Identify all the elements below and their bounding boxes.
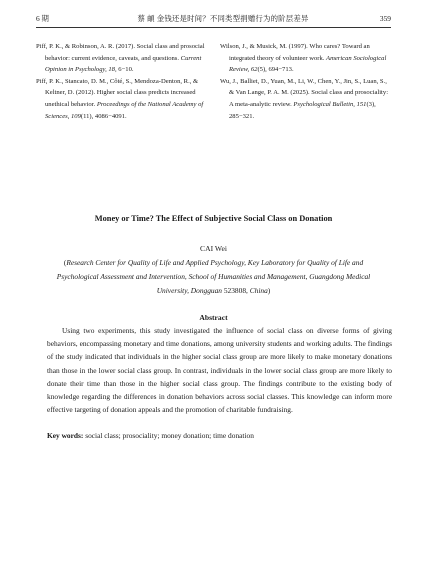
header-rule <box>36 27 391 28</box>
page-number: 359 <box>379 14 391 23</box>
affiliation-country: China <box>249 286 268 296</box>
author-affiliation: (Research Center for Quality of Life and Applied Psychology, Key Laboratory for Quality of Life and Psychological Assessment and Intervention, School of Humanities and Management, Guangdong Medical University, Dongguan 523808, China) <box>56 258 371 296</box>
author-name: CAI Wei <box>200 244 227 253</box>
keywords <box>47 429 392 442</box>
reference-entry: Piff, P. K., Stancato, D. M., Côté, S., Mendoza-Denton, R., & Keltner, D. (2012). Higher social class predicts increased unethical behavior. Proceedings of the National Academy of Sciences, 109(11), 4086−4091. <box>36 77 204 120</box>
article-title: Money or Time? The Effect of Subjective Social Class on Donation <box>94 214 333 223</box>
running-header <box>36 14 391 24</box>
reference-entry: Piff, P. K., & Robinson, A. R. (2017). Social class and prosocial behavior: current evidence, caveats, and questions. Current Opinion in Psychology, 18, 6−10. <box>36 43 205 74</box>
reference-entry: Wu, J., Balliet, D., Yuan, M., Li, W., Chen, Y., Jin, S., Luan, S., & Van Lange, P. A. M. (2025). Social class and prosociality: A meta-analytic review. Psychological Bulletin, 151(3), 285−321. <box>220 77 389 120</box>
references-column-left <box>36 41 207 122</box>
abstract-heading: Abstract <box>199 313 228 322</box>
reference-entry: Wilson, J., & Musick, M. (1997). Who cares? Toward an integrated theory of volunteer work. American Sociological Review, 62(5), 694−713. <box>220 43 387 74</box>
keywords-list: social class; prosociality; money donation; time donation <box>83 431 254 440</box>
running-title: 蔡 頔 金钱还是时间？不同类型捐赠行为的阶层差异 <box>137 14 309 23</box>
issue-number: 6 期 <box>36 14 49 23</box>
abstract-text: Using two experiments, this study investigated the influence of social class on diverse forms of giving behaviors, encompassing monetary and time donations, among university students and working adults. The findings of the study indicated that individuals in the higher social class group are more likely to make monetary donations than those in the lower social class group. In contrast, individuals in the lower social class group are more likely to donate their time than those in the higher social class group. The findings contribute to the existing body of knowledge regarding the differences in donation behaviors across social classes. This knowledge can inform more effective targeting of donation appeals and the promotion of charitable fundraising. <box>47 326 392 415</box>
references-column-right <box>220 41 391 122</box>
keywords-label: Key words: <box>47 431 84 440</box>
